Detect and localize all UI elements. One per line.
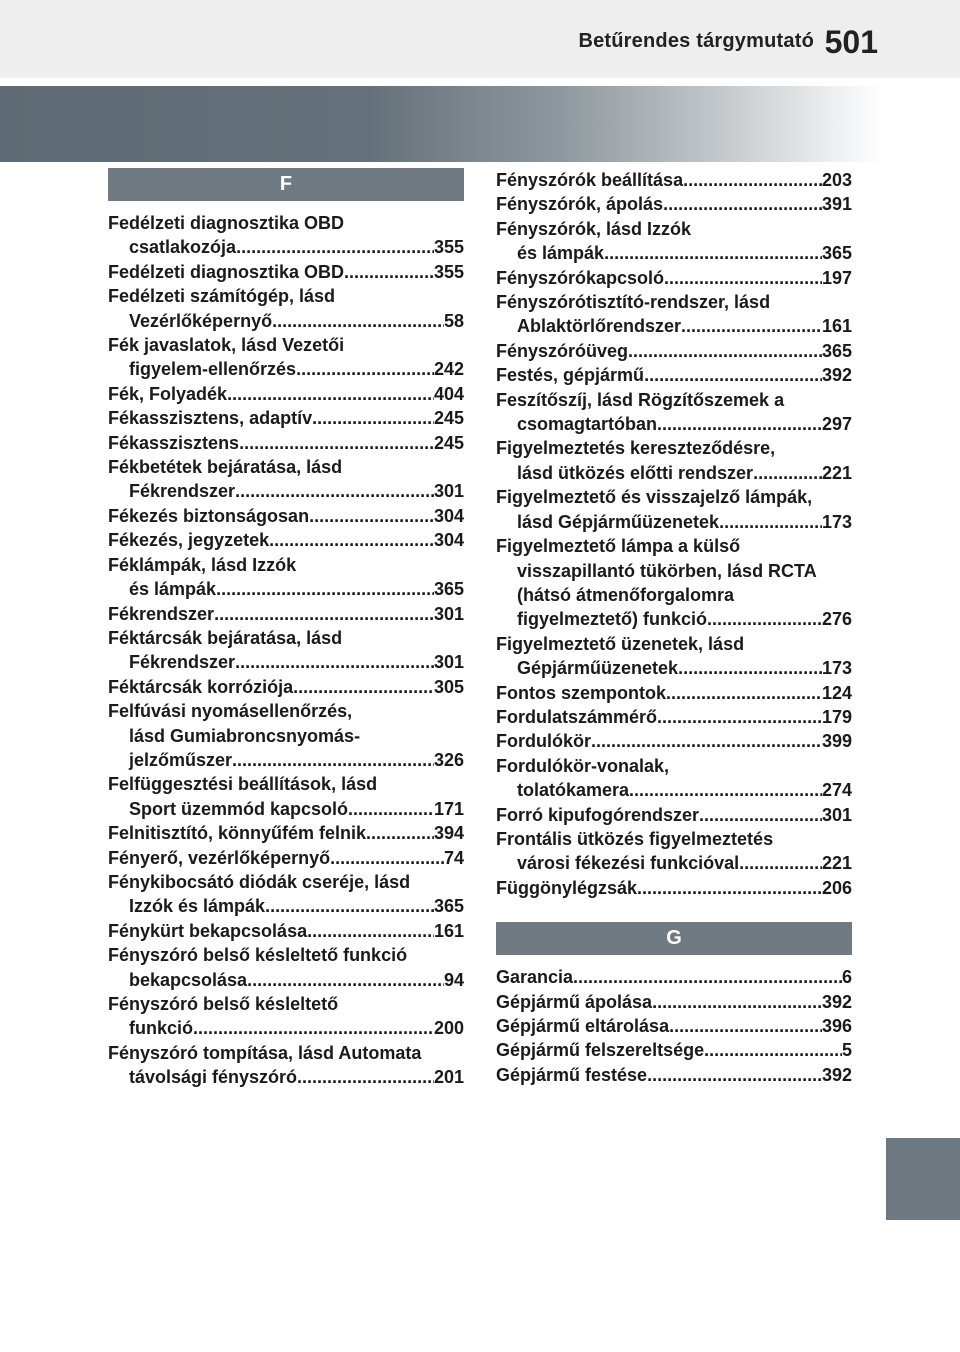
index-entry xyxy=(108,846,464,870)
index-column-right xyxy=(496,168,852,1087)
index-entry xyxy=(496,314,852,338)
index-entry xyxy=(108,699,464,723)
index-page-ref: 365 xyxy=(433,896,464,917)
index-entry xyxy=(108,406,464,430)
index-entry xyxy=(496,990,852,1014)
index-page-ref: 396 xyxy=(821,1016,852,1036)
index-entry xyxy=(108,992,464,1016)
section-header-g: G xyxy=(496,922,852,955)
index-entry xyxy=(108,602,464,626)
index-entry xyxy=(496,851,852,875)
index-column-left xyxy=(108,168,464,1090)
index-entry xyxy=(496,827,852,851)
index-page-ref: 173 xyxy=(821,658,852,679)
index-page-ref: 392 xyxy=(821,365,852,386)
index-entry-text: csomagtartóban xyxy=(517,414,658,435)
dot-leader xyxy=(664,266,822,290)
dot-leader xyxy=(683,168,822,192)
index-entry-text: figyelmeztető) funkció xyxy=(517,609,708,630)
index-entry-text: csatlakozója xyxy=(129,237,237,258)
index-entry xyxy=(108,1065,464,1089)
section-header-f: F xyxy=(108,168,464,201)
dot-leader xyxy=(681,314,822,338)
index-entry xyxy=(108,528,464,552)
index-entry xyxy=(108,333,464,357)
index-entry-text: Fékezés biztonságosan xyxy=(108,505,310,526)
dot-leader xyxy=(214,602,434,626)
index-page-ref: 161 xyxy=(433,920,464,941)
index-entry-text: Forró kipufogórendszer xyxy=(496,804,700,825)
index-page-ref: 161 xyxy=(821,316,852,337)
index-entry xyxy=(108,1041,464,1065)
dot-leader xyxy=(669,1014,822,1038)
index-entry xyxy=(108,675,464,699)
index-page-ref: 355 xyxy=(433,237,464,258)
index-page-ref: 201 xyxy=(433,1067,464,1088)
dot-leader xyxy=(272,309,444,333)
dot-leader xyxy=(216,577,434,601)
index-page-ref: 304 xyxy=(433,530,464,551)
index-entry-text: Fékasszisztens, adaptív xyxy=(108,408,313,429)
index-entry-text: Fénykürt bekapcsolása xyxy=(108,920,308,941)
index-entry xyxy=(108,943,464,967)
index-entry-text: tolatókamera xyxy=(517,780,630,801)
index-entry-text: Garancia xyxy=(496,967,574,988)
index-entry-text: Féklámpák, lásd Izzók xyxy=(108,554,297,575)
index-page-ref: 355 xyxy=(433,261,464,282)
index-entry xyxy=(496,681,852,705)
dot-leader xyxy=(657,705,822,729)
index-page-ref: 301 xyxy=(821,804,852,825)
index-page-ref: 276 xyxy=(821,609,852,630)
index-entry xyxy=(108,284,464,308)
dot-leader xyxy=(663,192,822,216)
index-entry xyxy=(496,192,852,216)
dot-leader xyxy=(753,461,822,485)
index-entry-text: távolsági fényszóró xyxy=(129,1067,298,1088)
index-page-ref: 74 xyxy=(443,847,464,868)
dot-leader xyxy=(591,729,822,753)
index-entry xyxy=(108,455,464,479)
index-entry xyxy=(496,876,852,900)
index-page-ref: 391 xyxy=(821,194,852,215)
index-entry xyxy=(496,583,852,607)
index-entry xyxy=(108,870,464,894)
index-page-ref: 245 xyxy=(433,432,464,453)
index-entry-text: Gépjármű felszereltsége xyxy=(496,1040,705,1061)
index-page-ref: 200 xyxy=(433,1018,464,1039)
index-entry xyxy=(496,388,852,412)
index-entry xyxy=(108,821,464,845)
index-entry xyxy=(108,553,464,577)
index-entry-text: Fényszórók, lásd Izzók xyxy=(496,218,692,239)
index-entry-text: Figyelmeztető lámpa a külső xyxy=(496,536,741,557)
index-entry-text: Feszítőszíj, lásd Rögzítőszemek a xyxy=(496,389,785,410)
index-entry-text: Fordulatszámmérő xyxy=(496,706,658,727)
dot-leader xyxy=(707,607,822,631)
dot-leader xyxy=(235,650,434,674)
dot-leader xyxy=(236,235,434,259)
dot-leader xyxy=(232,748,434,772)
index-entry xyxy=(496,241,852,265)
index-entry xyxy=(496,1063,852,1087)
dot-leader xyxy=(296,357,434,381)
index-entry xyxy=(496,510,852,534)
index-entry-text: Felnitisztító, könnyűfém felnik xyxy=(108,823,367,844)
index-entry-text: Fedélzeti számítógép, lásd xyxy=(108,286,336,307)
index-entry-text: Fékrendszer xyxy=(129,652,236,673)
index-entry-text: jelzőműszer xyxy=(129,749,233,770)
index-entry-text: Gépjármű festése xyxy=(496,1064,648,1085)
page-number: 501 xyxy=(824,24,878,60)
dot-leader xyxy=(678,656,822,680)
index-entry xyxy=(496,754,852,778)
index-entry-text: Fordulókör-vonalak, xyxy=(496,755,670,776)
index-entry-text: Felfüggesztési beállítások, lásd xyxy=(108,774,378,795)
index-entry-text: Figyelmeztető üzenetek, lásd xyxy=(496,633,745,654)
index-page-ref: 365 xyxy=(821,340,852,361)
chapter-tab xyxy=(886,1138,960,1220)
index-page-ref: 179 xyxy=(821,706,852,727)
index-entry xyxy=(108,577,464,601)
index-entry-text: Fékbetétek bejáratása, lásd xyxy=(108,457,343,478)
index-page-ref: 392 xyxy=(821,1064,852,1085)
index-entry xyxy=(496,1038,852,1062)
index-page-ref: 5 xyxy=(841,1040,852,1061)
index-entry-text: lásd ütközés előtti rendszer xyxy=(517,462,754,483)
index-page-ref: 58 xyxy=(443,310,464,331)
index-entry-text: Gépjármű eltárolása xyxy=(496,1016,670,1036)
index-page-ref: 404 xyxy=(433,383,464,404)
index-page-ref: 394 xyxy=(433,823,464,844)
dot-leader xyxy=(348,797,434,821)
dot-leader xyxy=(307,919,434,943)
index-entry xyxy=(108,1016,464,1040)
index-entry-text: Fékasszisztens xyxy=(108,432,240,453)
dot-leader xyxy=(235,479,434,503)
index-entry xyxy=(496,168,852,192)
dot-leader xyxy=(699,803,822,827)
index-entry-text: Fedélzeti diagnosztika OBD xyxy=(108,261,345,282)
index-entry xyxy=(496,485,852,509)
index-entry xyxy=(496,559,852,583)
index-page-ref: 305 xyxy=(433,676,464,697)
index-entries-g xyxy=(496,965,852,1087)
index-page-ref: 221 xyxy=(821,462,852,483)
header-gradient-band xyxy=(0,86,960,162)
index-entry xyxy=(496,656,852,680)
index-entry-text: és lámpák xyxy=(517,243,605,264)
index-entries-f xyxy=(108,211,464,1090)
index-entry xyxy=(108,797,464,821)
index-entry xyxy=(496,965,852,989)
index-entry xyxy=(496,290,852,314)
index-entry-text: lásd Gépjárműüzenetek xyxy=(517,511,720,532)
dot-leader xyxy=(193,1016,434,1040)
index-entry xyxy=(496,363,852,387)
index-entry-text: figyelem-ellenőrzés xyxy=(129,359,297,380)
index-entry-text: Fényszórók, ápolás xyxy=(496,194,664,215)
index-entry-text: Figyelmeztető és visszajelző lámpák, xyxy=(496,487,813,508)
index-entry-text: Gépjárműüzenetek xyxy=(517,658,679,679)
index-entry xyxy=(496,266,852,290)
index-entry xyxy=(496,803,852,827)
dot-leader xyxy=(604,241,822,265)
index-page-ref: 301 xyxy=(433,603,464,624)
dot-leader xyxy=(666,681,822,705)
index-entry-text: Festés, gépjármű xyxy=(496,365,645,386)
index-page-ref: 206 xyxy=(821,877,852,898)
index-entry-text: Vezérlőképernyő xyxy=(129,310,273,331)
index-page-ref: 6 xyxy=(841,967,852,988)
index-entries-f-continued xyxy=(496,168,852,900)
index-entry xyxy=(496,339,852,363)
index-entry-text: Fényszórótisztító-rendszer, lásd xyxy=(496,292,771,313)
index-entry xyxy=(108,260,464,284)
index-entry-text: Függönylégzsák xyxy=(496,877,638,898)
index-page-ref: 242 xyxy=(433,359,464,380)
dot-leader xyxy=(366,821,434,845)
index-entry xyxy=(108,479,464,503)
index-page-ref: 197 xyxy=(821,267,852,288)
index-entry xyxy=(496,705,852,729)
index-entry xyxy=(108,211,464,235)
index-entry xyxy=(108,894,464,918)
dot-leader xyxy=(330,846,444,870)
index-entry-text: Izzók és lámpák xyxy=(129,896,266,917)
index-page-ref: 297 xyxy=(821,414,852,435)
index-entry-text: Fordulókör xyxy=(496,731,591,752)
header-band xyxy=(0,0,960,78)
dot-leader xyxy=(239,431,434,455)
dot-leader xyxy=(704,1038,842,1062)
index-entry xyxy=(108,748,464,772)
index-entry xyxy=(496,461,852,485)
index-entry xyxy=(108,772,464,796)
dot-leader xyxy=(312,406,434,430)
index-entry xyxy=(496,217,852,241)
index-entry-text: funkció xyxy=(129,1018,194,1039)
index-page-ref: 399 xyxy=(821,731,852,752)
dot-leader xyxy=(293,675,434,699)
index-entry xyxy=(496,534,852,558)
index-entry-text: és lámpák xyxy=(129,579,217,600)
index-entry-text: Fék, Folyadék xyxy=(108,383,228,404)
index-page-ref: 221 xyxy=(821,853,852,874)
index-entry xyxy=(108,626,464,650)
index-page-ref: 365 xyxy=(433,579,464,600)
index-entry-text: Fékrendszer xyxy=(129,481,236,502)
index-entry xyxy=(108,431,464,455)
index-page-ref: 301 xyxy=(433,481,464,502)
index-page-ref: 124 xyxy=(821,682,852,703)
index-entry xyxy=(496,632,852,656)
index-page-ref: 173 xyxy=(821,511,852,532)
index-entry-text: Fényszóróüveg xyxy=(496,340,629,361)
index-entry-text: bekapcsolása xyxy=(129,969,248,990)
index-entry-text: Felfúvási nyomásellenőrzés, xyxy=(108,701,353,722)
index-page-ref: 365 xyxy=(821,243,852,264)
index-entry xyxy=(108,357,464,381)
index-entry-text: lásd Gumiabroncsnyomás- xyxy=(129,725,361,746)
index-entry-text: Fényszóró tompítása, lásd Automata xyxy=(108,1042,422,1063)
index-page-ref: 245 xyxy=(433,408,464,429)
dot-leader xyxy=(628,339,822,363)
index-entry xyxy=(108,919,464,943)
index-entry xyxy=(496,729,852,753)
index-entry-text: Figyelmeztetés kereszteződésre, xyxy=(496,438,776,459)
index-entry xyxy=(496,778,852,802)
index-entry xyxy=(108,235,464,259)
dot-leader xyxy=(644,363,822,387)
index-entry-text: Féktárcsák korróziója xyxy=(108,676,294,697)
index-page-ref: 94 xyxy=(443,969,464,990)
index-entry-text: Féktárcsák bejáratása, lásd xyxy=(108,627,343,648)
index-entry-text: városi fékezési funkcióval xyxy=(517,853,740,874)
index-entry xyxy=(496,412,852,436)
dot-leader xyxy=(629,778,822,802)
dot-leader xyxy=(265,894,434,918)
index-entry-text: Frontális ütközés figyelmeztetés xyxy=(496,828,774,849)
index-entry xyxy=(108,382,464,406)
dot-leader xyxy=(269,528,434,552)
dot-leader xyxy=(719,510,822,534)
index-entry-text: Gépjármű ápolása xyxy=(496,991,653,1012)
index-page-ref: 203 xyxy=(821,170,852,190)
index-entry xyxy=(496,607,852,631)
index-entry xyxy=(108,724,464,748)
index-entry-text: Fék javaslatok, lásd Vezetői xyxy=(108,335,345,356)
index-page-ref: 304 xyxy=(433,505,464,526)
index-entry-text: Fékezés, jegyzetek xyxy=(108,530,270,551)
index-page-ref: 274 xyxy=(821,780,852,801)
index-entry-text: Fényszórókapcsoló xyxy=(496,267,665,288)
dot-leader xyxy=(344,260,434,284)
dot-leader xyxy=(247,968,444,992)
index-entry xyxy=(108,968,464,992)
dot-leader xyxy=(309,504,434,528)
index-page-ref: 326 xyxy=(433,749,464,770)
dot-leader xyxy=(573,965,842,989)
index-page-ref: 171 xyxy=(433,798,464,819)
index-entry-text: Fényerő, vezérlőképernyő xyxy=(108,847,331,868)
index-entry-text: Fedélzeti diagnosztika OBD xyxy=(108,213,345,233)
index-entry-text: Fényszóró belső késleltető funkció xyxy=(108,945,408,966)
index-entry-text: Sport üzemmód kapcsoló xyxy=(129,798,349,819)
dot-leader xyxy=(647,1063,822,1087)
index-page-ref: 392 xyxy=(821,991,852,1012)
dot-leader xyxy=(652,990,822,1014)
index-entry xyxy=(108,309,464,333)
index-entry-text: (hátsó átmenőforgalomra xyxy=(517,584,735,605)
index-page-ref: 301 xyxy=(433,652,464,673)
header-title: Betűrendes tárgymutató xyxy=(578,30,814,52)
index-entry-text: Fényszórók beállítása xyxy=(496,170,684,190)
index-entry-text: Fontos szempontok xyxy=(496,682,666,703)
index-entry xyxy=(496,436,852,460)
dot-leader xyxy=(297,1065,434,1089)
index-entry-text: Fénykibocsátó diódák cseréje, lásd xyxy=(108,871,411,892)
index-entry-text: Fényszóró belső késleltető xyxy=(108,994,339,1014)
dot-leader xyxy=(227,382,434,406)
index-entry-text: visszapillantó tükörben, lásd RCTA xyxy=(517,560,817,581)
dot-leader xyxy=(637,876,822,900)
index-entry-text: Ablaktörlőrendszer xyxy=(517,316,682,337)
dot-leader xyxy=(657,412,822,436)
index-entry xyxy=(108,504,464,528)
index-entry xyxy=(496,1014,852,1038)
dot-leader xyxy=(739,851,822,875)
index-entry xyxy=(108,650,464,674)
index-entry-text: Fékrendszer xyxy=(108,603,215,624)
